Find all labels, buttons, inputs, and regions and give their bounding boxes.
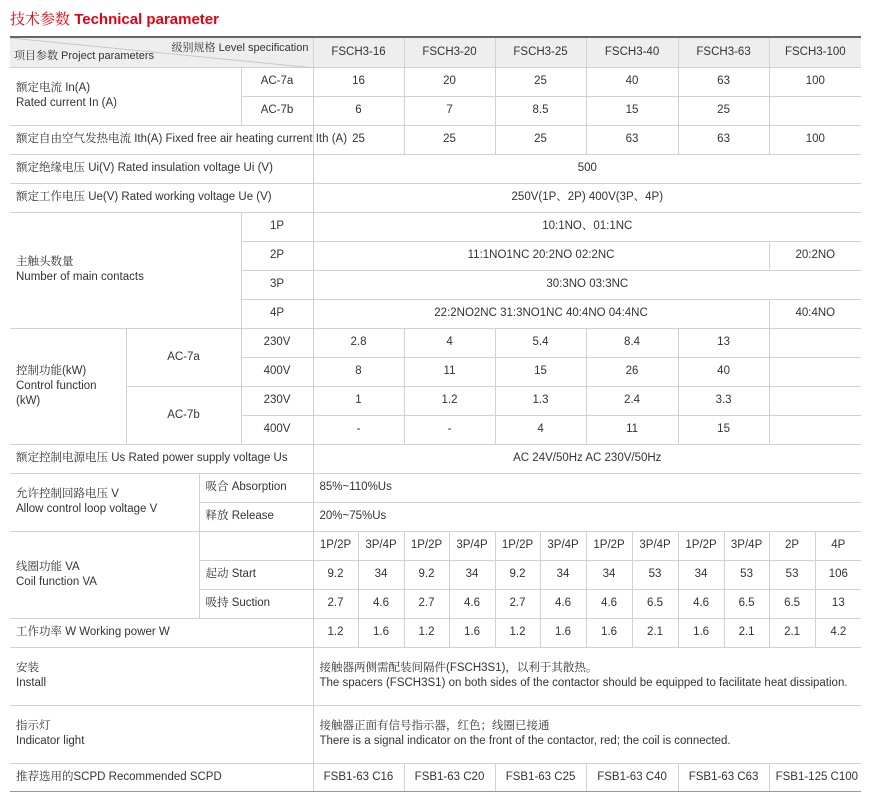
- value-cell: 8.5: [495, 96, 586, 125]
- value-cell: [769, 386, 861, 415]
- coil-function-label: 线圈功能 VA Coil function VA: [10, 531, 199, 618]
- value-cell: 500: [313, 154, 861, 183]
- control-loop-row: [10, 473, 861, 502]
- category-label: AC-7a: [241, 67, 313, 96]
- value-cell: 22:2NO2NC 31:3NO1NC 40:4NO 04:4NC: [313, 299, 769, 328]
- value-cell: 106: [815, 560, 861, 589]
- install-label: 安装 Install: [10, 647, 313, 705]
- category-label: AC-7b: [241, 96, 313, 125]
- value-cell: 6: [313, 96, 404, 125]
- value-cell: 2.8: [313, 328, 404, 357]
- value-cell: 2.7: [404, 589, 449, 618]
- title-cn: 技术参数: [10, 11, 71, 28]
- value-cell: 4.6: [586, 589, 632, 618]
- value-cell: 53: [632, 560, 678, 589]
- value-cell: 25: [495, 67, 586, 96]
- heating-current-label: 额定自由空气发热电流 Ith(A) Fixed free air heating current Ith (A): [10, 125, 313, 154]
- working-power-row: [10, 618, 861, 647]
- value-cell: 34: [540, 560, 586, 589]
- main-contacts-label: 主触头数量 Number of main contacts: [10, 212, 241, 328]
- value-cell: -: [404, 415, 495, 444]
- value-cell: FSB1-63 C25: [495, 763, 586, 791]
- value-cell: 100: [769, 67, 861, 96]
- model-header: FSCH3-100: [769, 37, 861, 67]
- value-cell: 53: [769, 560, 815, 589]
- value-cell: 100: [769, 125, 861, 154]
- value-cell: [769, 415, 861, 444]
- level-specification-label: 级别规格 Level specification: [171, 42, 309, 54]
- value-cell: 85%~110%Us: [313, 473, 861, 502]
- value-cell: 26: [586, 357, 678, 386]
- value-cell: 1.2: [313, 618, 358, 647]
- control-loop-label: 允许控制回路电压 V Allow control loop voltage V: [10, 473, 199, 531]
- value-cell: 40: [586, 67, 678, 96]
- value-cell: 5.4: [495, 328, 586, 357]
- value-cell: 1.6: [586, 618, 632, 647]
- value-cell: 4.2: [815, 618, 861, 647]
- category-label: AC-7b: [126, 386, 241, 444]
- value-cell: [769, 357, 861, 386]
- pole-header: 1P/2P: [404, 531, 449, 560]
- value-cell: FSB1-63 C16: [313, 763, 404, 791]
- value-cell: 4.6: [540, 589, 586, 618]
- voltage-label: 230V: [241, 328, 313, 357]
- absorption-label: 吸合 Absorption: [199, 473, 313, 502]
- header-row: [10, 37, 861, 67]
- value-cell: 25: [313, 125, 404, 154]
- value-cell: 4: [404, 328, 495, 357]
- value-cell: 6.5: [724, 589, 769, 618]
- value-cell: 63: [678, 67, 769, 96]
- pole-header: 1P/2P: [495, 531, 540, 560]
- value-cell: 9.2: [495, 560, 540, 589]
- value-cell: 1.6: [449, 618, 495, 647]
- value-cell: 6.5: [632, 589, 678, 618]
- value-cell: [769, 328, 861, 357]
- value-cell: 34: [358, 560, 404, 589]
- value-cell: 1.3: [495, 386, 586, 415]
- value-cell: 4.6: [678, 589, 724, 618]
- value-cell: 1.6: [678, 618, 724, 647]
- working-voltage-row: [10, 183, 861, 212]
- blank-cell: [199, 531, 313, 560]
- value-cell: 2.1: [724, 618, 769, 647]
- coil-poles-row: [10, 531, 861, 560]
- pole-header: 1P/2P: [313, 531, 358, 560]
- value-cell: 15: [495, 357, 586, 386]
- model-header: FSCH3-40: [586, 37, 678, 67]
- install-row: [10, 647, 861, 705]
- value-cell: 8: [313, 357, 404, 386]
- value-cell: 1.2: [404, 386, 495, 415]
- value-cell: 15: [678, 415, 769, 444]
- value-cell: 1: [313, 386, 404, 415]
- value-cell: FSB1-63 C20: [404, 763, 495, 791]
- value-cell: 34: [586, 560, 632, 589]
- pole-label: 1P: [241, 212, 313, 241]
- control-function-row: [10, 328, 861, 357]
- install-text: 接触器两侧需配装间隔件(FSCH3S1)，以利于其散热。 The spacers (FSCH3S1) on both sides of the contactor should be equipped to facilitate heat dissipation.: [313, 647, 861, 705]
- pole-header: 4P: [815, 531, 861, 560]
- pole-header: 3P/4P: [540, 531, 586, 560]
- value-cell: 11: [404, 357, 495, 386]
- page-title: [10, 8, 219, 29]
- header-diagonal-cell: [10, 37, 313, 67]
- value-cell: 34: [678, 560, 724, 589]
- value-cell: 25: [678, 96, 769, 125]
- release-label: 释放 Release: [199, 502, 313, 531]
- heating-current-row: [10, 125, 861, 154]
- value-cell: 20%~75%Us: [313, 502, 861, 531]
- rated-current-label: 额定电流 In(A) Rated current In (A): [10, 67, 241, 125]
- value-cell: 34: [449, 560, 495, 589]
- model-header: FSCH3-16: [313, 37, 404, 67]
- pole-header: 2P: [769, 531, 815, 560]
- control-function-label: 控制功能(kW) Control function (kW): [10, 328, 126, 444]
- model-header: FSCH3-63: [678, 37, 769, 67]
- value-cell: -: [313, 415, 404, 444]
- value-cell: 13: [678, 328, 769, 357]
- voltage-label: 400V: [241, 357, 313, 386]
- value-cell: 11:1NO1NC 20:2NO 02:2NC: [313, 241, 769, 270]
- value-cell: 16: [313, 67, 404, 96]
- value-cell: 25: [495, 125, 586, 154]
- pole-label: 4P: [241, 299, 313, 328]
- value-cell: 13: [815, 589, 861, 618]
- rated-current-row-ac7a: [10, 67, 861, 96]
- value-cell: 9.2: [313, 560, 358, 589]
- value-cell: 9.2: [404, 560, 449, 589]
- value-cell: 15: [586, 96, 678, 125]
- value-cell: 40: [678, 357, 769, 386]
- scpd-label: 推荐选用的SCPD Recommended SCPD: [10, 763, 313, 791]
- insulation-voltage-row: [10, 154, 861, 183]
- value-cell: 6.5: [769, 589, 815, 618]
- main-contacts-row-1p: [10, 212, 861, 241]
- value-cell: 1.6: [540, 618, 586, 647]
- value-cell: 250V(1P、2P) 400V(3P、4P): [313, 183, 861, 212]
- pole-header: 1P/2P: [586, 531, 632, 560]
- value-cell: 20: [404, 67, 495, 96]
- title-en: Technical parameter: [74, 11, 219, 28]
- value-cell: 4.6: [449, 589, 495, 618]
- value-cell: 7: [404, 96, 495, 125]
- value-cell: FSB1-63 C40: [586, 763, 678, 791]
- suction-label: 吸持 Suction: [199, 589, 313, 618]
- supply-voltage-row: [10, 444, 861, 473]
- pole-header: 1P/2P: [678, 531, 724, 560]
- pole-header: 3P/4P: [632, 531, 678, 560]
- pole-header: 3P/4P: [724, 531, 769, 560]
- pole-label: 3P: [241, 270, 313, 299]
- value-cell: 1.2: [495, 618, 540, 647]
- supply-voltage-label: 额定控制电源电压 Us Rated power supply voltage Us: [10, 444, 313, 473]
- value-cell: 2.4: [586, 386, 678, 415]
- pole-header: 3P/4P: [358, 531, 404, 560]
- working-voltage-label: 额定工作电压 Ue(V) Rated working voltage Ue (V): [10, 183, 313, 212]
- working-power-label: 工作功率 W Working power W: [10, 618, 313, 647]
- value-cell: 63: [678, 125, 769, 154]
- model-header: FSCH3-20: [404, 37, 495, 67]
- voltage-label: 400V: [241, 415, 313, 444]
- scpd-row: [10, 763, 861, 791]
- value-cell: 20:2NO: [769, 241, 861, 270]
- insulation-voltage-label: 额定绝缘电压 Ui(V) Rated insulation voltage Ui (V): [10, 154, 313, 183]
- value-cell: FSB1-125 C100: [769, 763, 861, 791]
- indicator-text: 接触器正面有信号指示器，红色；线圈已接通 There is a signal indicator on the front of the contactor, red; the coil is connected.: [313, 705, 861, 763]
- control-function-row: [10, 386, 861, 415]
- value-cell: 4: [495, 415, 586, 444]
- indicator-row: [10, 705, 861, 763]
- value-cell: 63: [586, 125, 678, 154]
- value-cell: 10:1NO、01:1NC: [313, 212, 861, 241]
- value-cell: AC 24V/50Hz AC 230V/50Hz: [313, 444, 861, 473]
- value-cell: 4.6: [358, 589, 404, 618]
- value-cell: 30:3NO 03:3NC: [313, 270, 861, 299]
- value-cell: 1.6: [358, 618, 404, 647]
- value-cell: 1.2: [404, 618, 449, 647]
- value-cell: [769, 96, 861, 125]
- value-cell: 2.1: [632, 618, 678, 647]
- voltage-label: 230V: [241, 386, 313, 415]
- model-header: FSCH3-25: [495, 37, 586, 67]
- project-parameters-label: 项目参数 Project parameters: [14, 49, 154, 62]
- value-cell: 11: [586, 415, 678, 444]
- pole-label: 2P: [241, 241, 313, 270]
- value-cell: 8.4: [586, 328, 678, 357]
- indicator-label: 指示灯 Indicator light: [10, 705, 313, 763]
- value-cell: 40:4NO: [769, 299, 861, 328]
- value-cell: 53: [724, 560, 769, 589]
- value-cell: 2.7: [495, 589, 540, 618]
- technical-parameter-table: [10, 36, 861, 792]
- category-label: AC-7a: [126, 328, 241, 386]
- value-cell: 3.3: [678, 386, 769, 415]
- value-cell: 2.7: [313, 589, 358, 618]
- value-cell: FSB1-63 C63: [678, 763, 769, 791]
- start-label: 起动 Start: [199, 560, 313, 589]
- pole-header: 3P/4P: [449, 531, 495, 560]
- value-cell: 25: [404, 125, 495, 154]
- value-cell: 2.1: [769, 618, 815, 647]
